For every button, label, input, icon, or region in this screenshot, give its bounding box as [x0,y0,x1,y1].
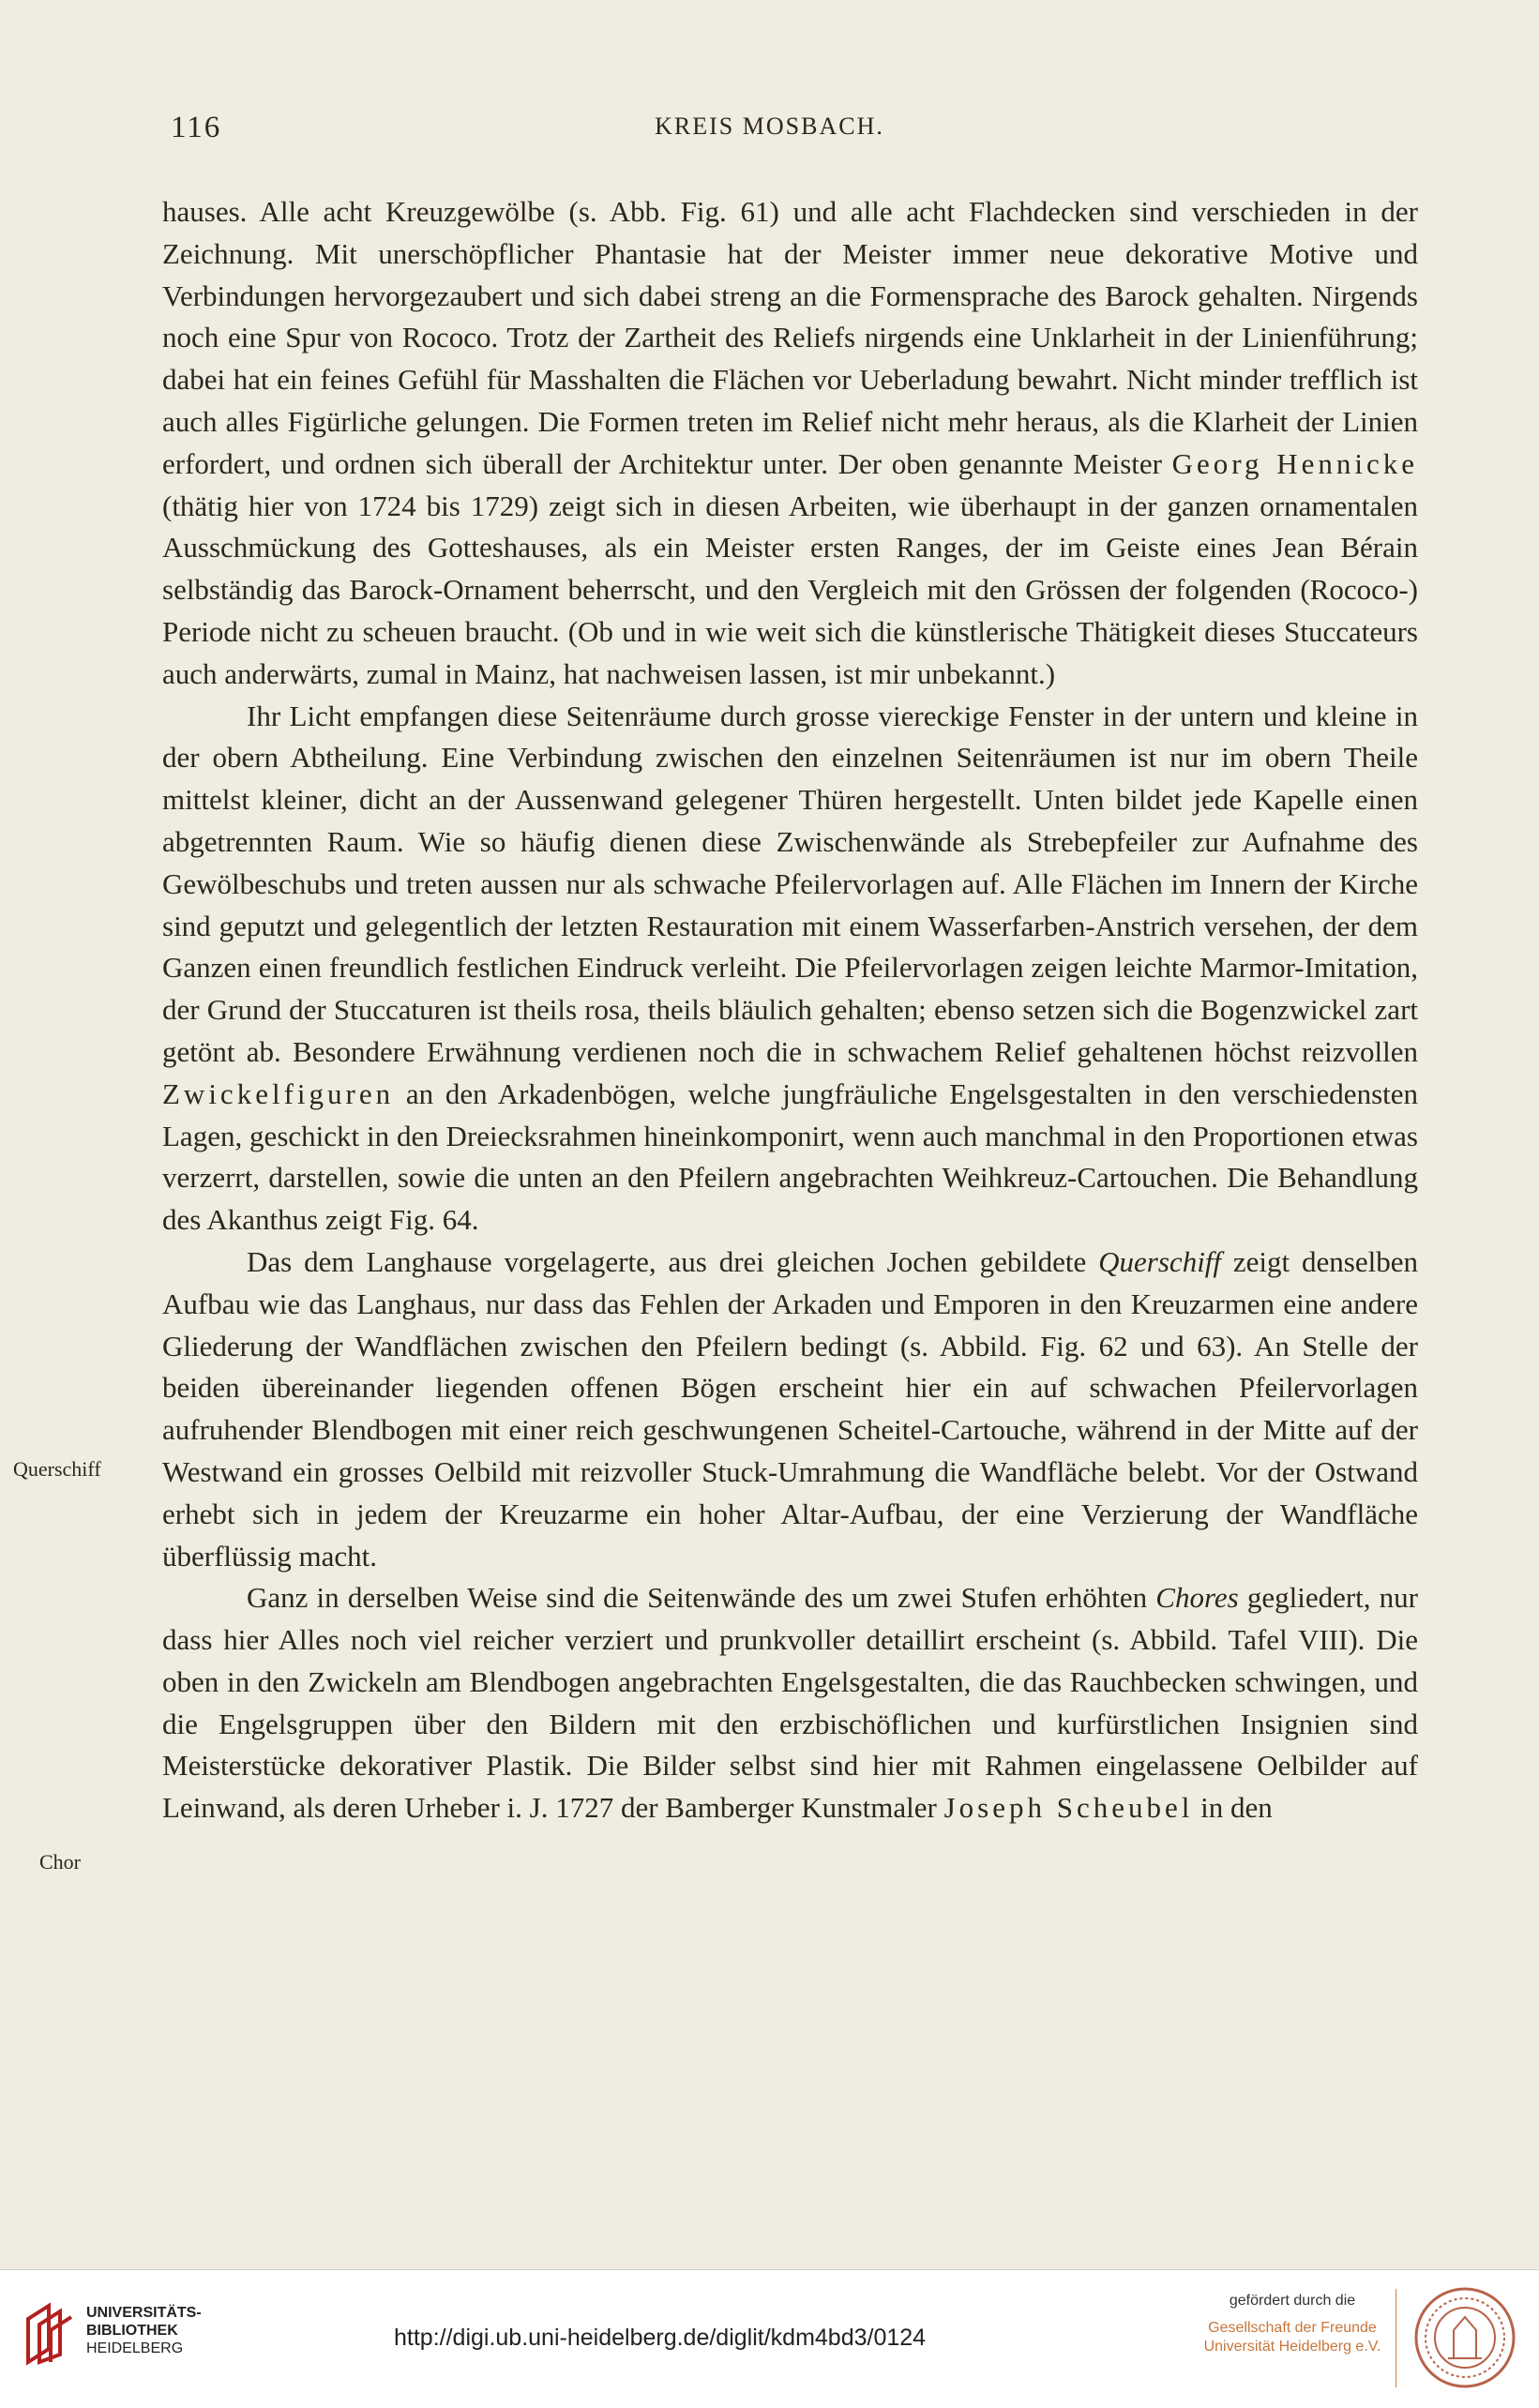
body-text [162,191,1418,1829]
text-run: Ihr Licht empfangen diese Seitenräume durch grosse viereckige Fenster in der untern und kleine in der obern Abtheilung. Eine Verbindung zwischen den einzelnen Seitenräumen ist nur im obern Theile mittelst kleiner, dicht an der Aussenwand gelegener Thüren hergestellt. Unten bildet jede Kapelle einen abgetrennten Raum. Wie so häufig dienen diese Zwischenwände als Strebepfeiler zur Aufnahme des Gewölbeschubs und treten aussen nur als schwache Pfeilervorlagen auf. Alle Flächen im Innern der Kirche sind geputzt und gelegentlich der letzten Restauration mit einem Wasserfarben-Anstrich versehen, der dem Ganzen einen freundlich festlichen Eindruck verleiht. Die Pfeilervorlagen zeigen leichte Marmor-Imitation, der Grund der Stuccaturen ist theils rosa, theils bläulich gehalten; ebenso setzen sich die Bogenzwickel zart getönt ab. Besondere Erwähnung verdienen noch die in schwachem Relief gehaltenen höchst reizvollen [162,699,1418,1068]
sponsor-lead: gefördert durch die [1229,2293,1356,2309]
text-run: hauses. Alle acht Kreuzgewölbe (s. Abb. Fig. 61) und alle acht Flachdecken sind verschieden in der Zeichnung. Mit unerschöpflicher Phantasie hat der Meister immer neue dekorative Motive und Verbindungen hervorgezaubert und sich dabei streng an die Formensprache des Barock gehalten. Nirgends noch eine Spur von Rococo. Trotz der Zartheit des Reliefs nirgends eine Unklarheit in der Linienführung; dabei hat ein feines Gefühl für Masshalten die Flächen vor Ueberladung bewahrt. Nicht minder trefflich ist auch alles Figürliche gelungen. Die Formen treten im Relief nicht mehr heraus, als die Klarheit der Linien erfordert, und ordnen sich überall der Architektur unter. Der oben genannte Meister [162,195,1418,480]
sponsor-name-line: Universität Heidelberg e.V. [1203,2339,1381,2355]
running-title: KREIS MOSBACH. [655,113,884,140]
margin-note-querschiff: Querschiff [13,1457,101,1481]
page-number: 116 [171,111,222,144]
text-run: gegliedert, nur dass hier Alles noch viel reicher verziert und prunkvoller detaillirt erscheint (s. Abbild. Tafel VIII). Die oben in den Zwickeln am Blendbogen angebrachten Engelsgestalten, die das Rauchbecken schwingen, und die Engelsgruppen über den Bildern mit den erzbischöflichen und kurfürstlichen Insignien sind Meisterstücke dekorativer Plastik. Die Bilder selbst sind hier mit Rahmen eingelassene Oelbilder auf Leinwand, als deren Urheber i. J. 1727 der Bamberger Kunstmaler [162,1581,1418,1825]
library-name-line: HEIDELBERG [86,2340,184,2356]
paragraph-2 [162,696,1418,1242]
emphasized-term: Querschiff [1098,1244,1222,1278]
footer-bar [0,2269,1539,2408]
person-name: Georg Hennicke [1171,446,1418,480]
person-name: Joseph Scheubel [943,1791,1194,1825]
paragraph-4 [162,1577,1418,1829]
text-run: in den [1193,1791,1273,1825]
margin-note-chor: Chor [39,1850,81,1874]
emphasized-term: Chores [1155,1581,1239,1615]
text-run: Ganz in derselben Weise sind die Seitenwände des um zwei Stufen erhöhten [247,1581,1156,1615]
library-name-line: UNIVERSITÄTS- [86,2305,202,2321]
text-run: an den Arkadenbögen, welche jungfräuliche Engelsgestalten in den verschiedensten Lagen, geschickt in den Dreiecksrahmen hineinkomponirt, wenn auch manchmal in den Proportionen etwas verzerrt, darstellen, sowie die unten an den Pfeilern angebrachten Weihkreuz-Cartouchen. Die Behandlung des Akanthus zeigt Fig. 64. [162,1076,1418,1237]
sponsor-name [1189,2319,1396,2356]
library-name-line: BIBLIOTHEK [86,2323,178,2339]
text-run: zeigt denselben Aufbau wie das Langhaus, nur dass das Fehlen der Arkaden und Emporen in den Kreuzarmen eine andere Gliederung der Wandflächen zwischen den Pfeilern bedingt (s. Abbild. Fig. 62 und 63). An Stelle der beiden übereinander liegenden offenen Bögen erscheint hier ein auf schwachen Pfeilervorlagen aufruhender Blendbogen mit einer reich geschwungenen Scheitel-Cartouche, während in der Mitte auf der Westwand ein grosses Oelbild mit reizvoller Stuck-Umrahmung die Wandfläche belebt. Vor der Ostwand erhebt sich in jedem der Kreuzarme ein hoher Altar-Aufbau, der eine Verzierung der Wandfläche überflüssig macht. [162,1244,1418,1573]
library-name [86,2304,202,2357]
paragraph-1 [162,191,1418,696]
university-seal-icon [1411,2283,1519,2392]
university-library-logo-icon [19,2300,77,2368]
emphasized-term: Zwickelfiguren [162,1076,395,1110]
sponsor-name-line: Gesellschaft der Freunde [1208,2320,1377,2336]
paragraph-3 [162,1242,1418,1577]
text-run: (thätig hier von 1724 bis 1729) zeigt sich in diesen Arbeiten, wie überhaupt in der ganzen ornamentalen Ausschmückung des Gotteshauses, als ein Meister ersten Ranges, der im Geiste eines Jean Bérain selbständig das Barock-Ornament beherrscht, und den Vergleich mit den Grössen der folgenden (Rococo-) Periode nicht zu scheuen braucht. (Ob und in wie weit sich die künstlerische Thätigkeit dieses Stuccateurs auch anderwärts, zumal in Mainz, hat nachweisen lassen, ist mir unbekannt.) [162,489,1418,690]
permalink-url[interactable]: http://digi.ub.uni-heidelberg.de/diglit/kdm4bd3/0124 [394,2325,927,2351]
sponsor-block [1189,2293,1396,2356]
text-run: Das dem Langhause vorgelagerte, aus drei gleichen Jochen gebildete [247,1244,1099,1278]
